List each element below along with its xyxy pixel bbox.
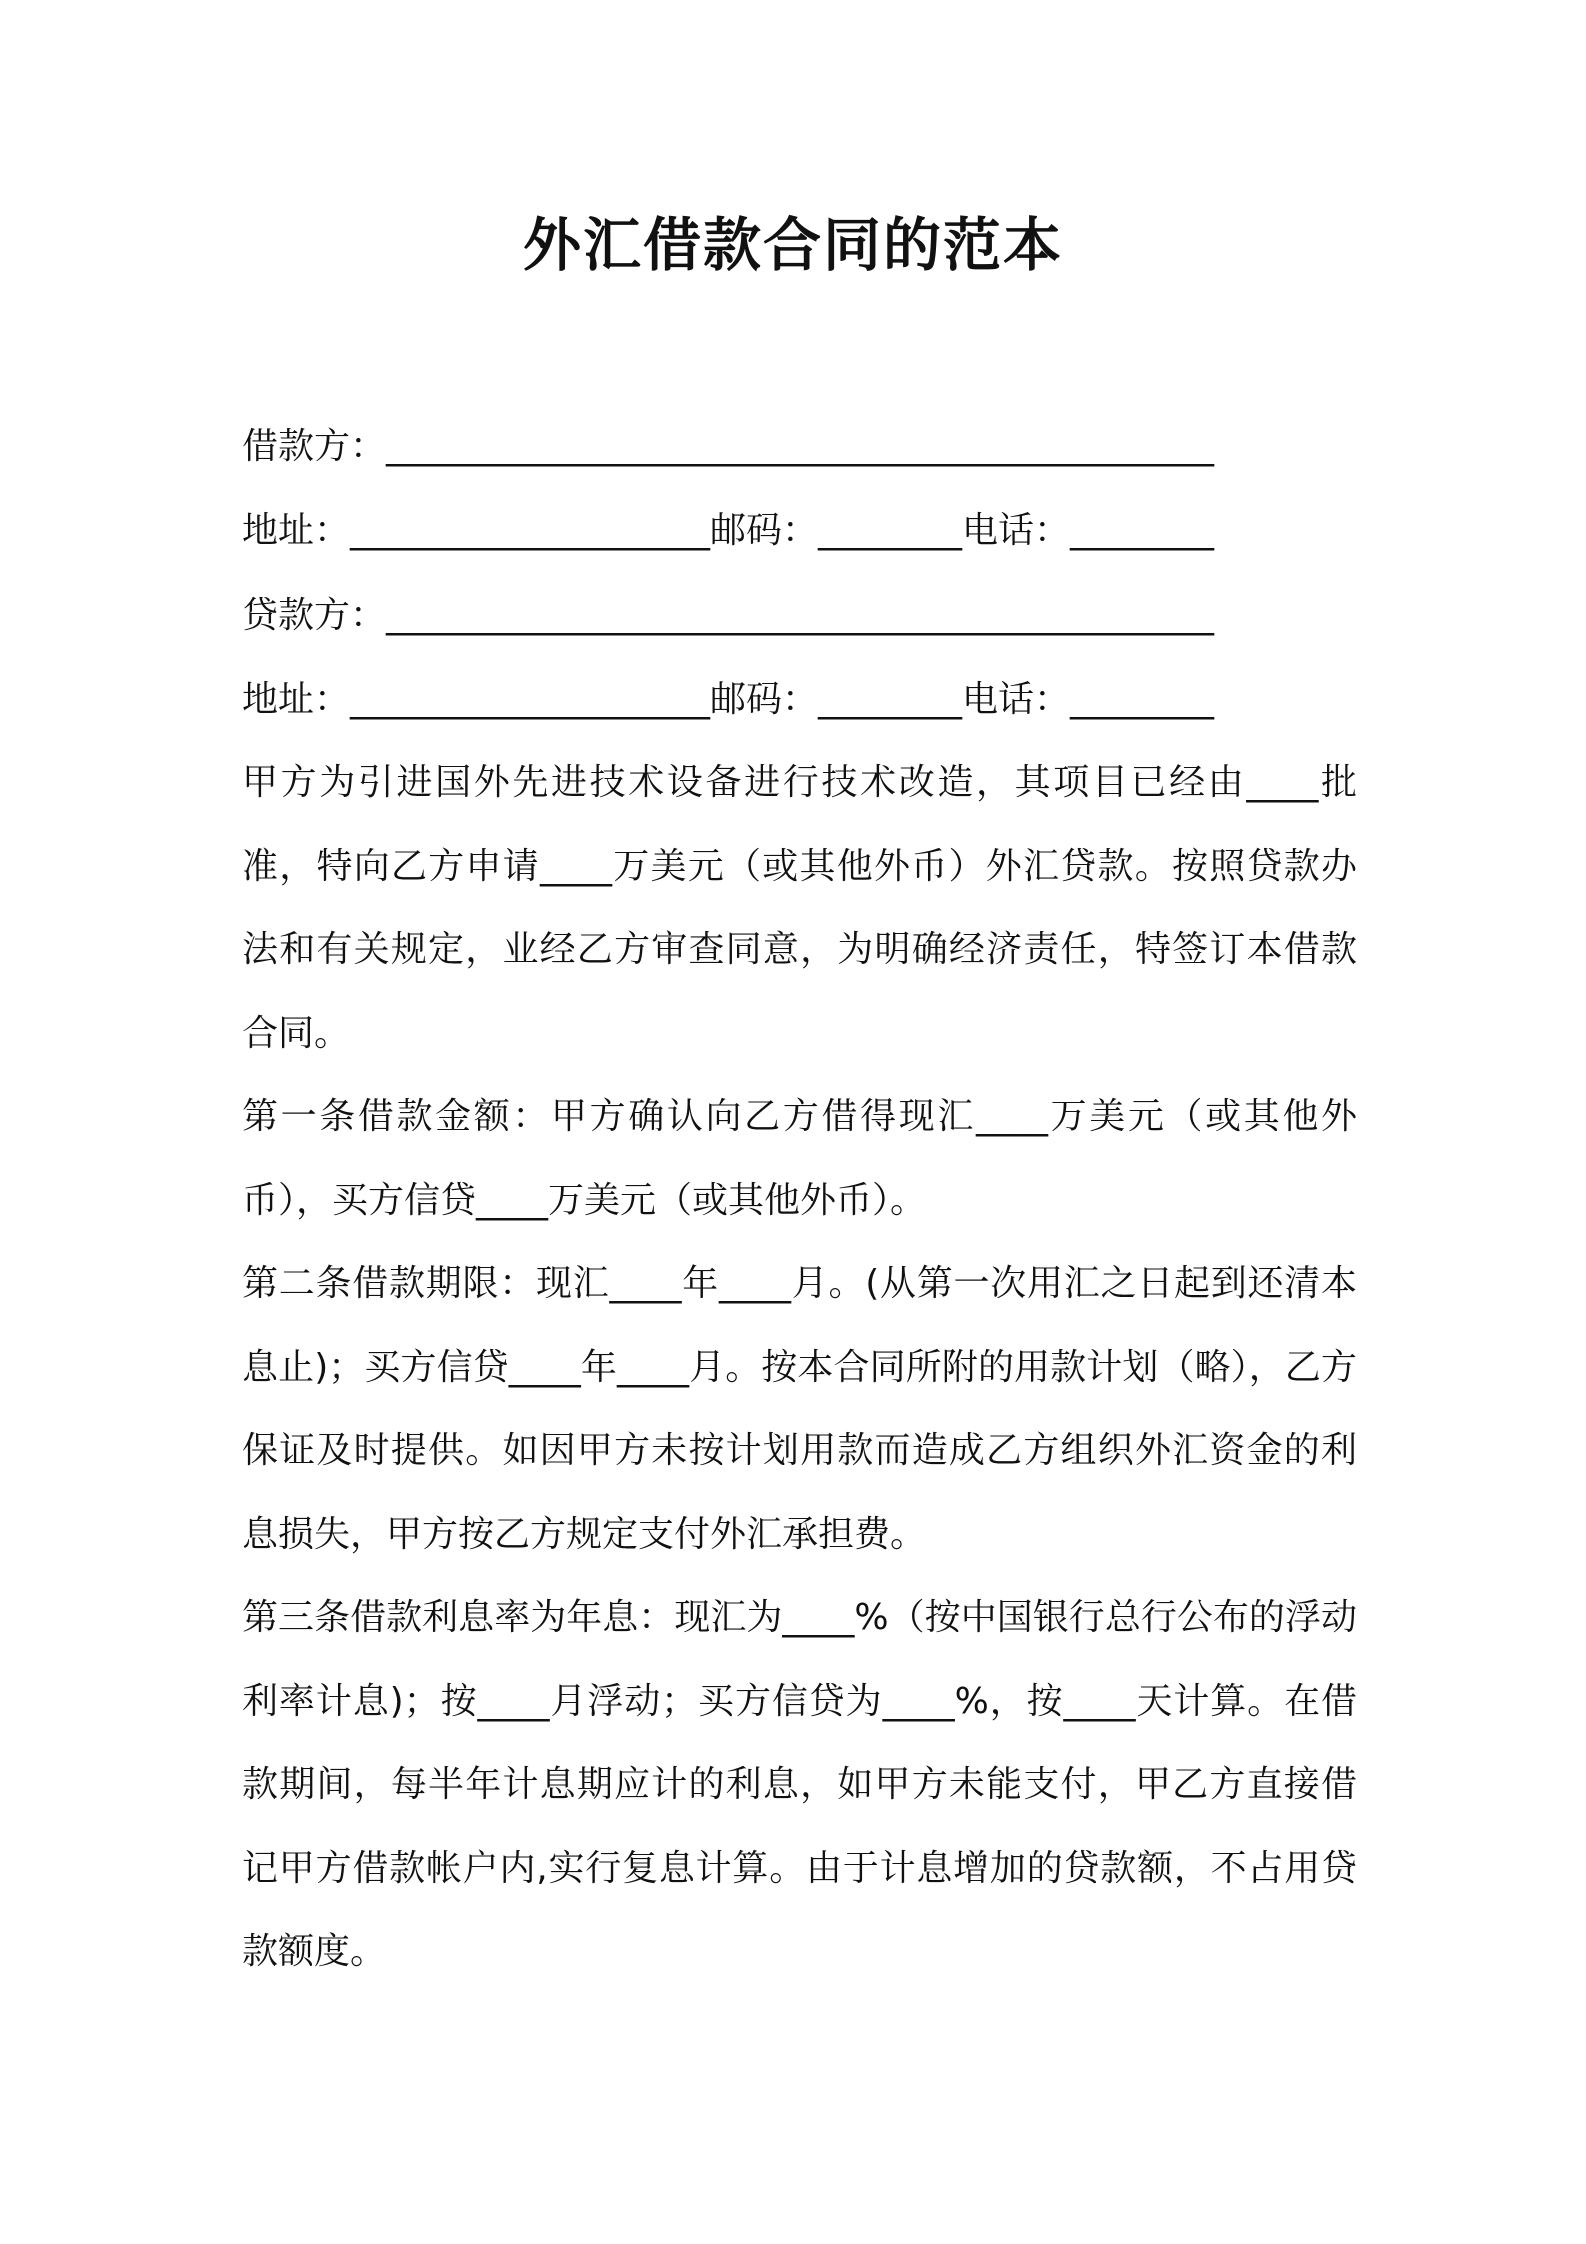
article-2-paragraph: 第二条借款期限：现汇____年____月。(从第一次用汇之日起到还清本息止)；买方信贷____年____月。按本合同所附的用款计划（略），乙方保证及时提供。如因甲方未按计划用款而造成乙方组织外汇资金的利息损失，甲方按乙方规定支付外汇承担费。 [242,1263,1357,1555]
preamble-paragraph: 甲方为引进国外先进技术设备进行技术改造，其项目已经由____批准，特向乙方申请____万美元（或其他外币）外汇贷款。按照贷款办法和有关规定，业经乙方审查同意，为明确经济责任，特签订本借款合同。 [242,762,1357,1054]
borrower-field: 借款方：______________________________________________ [242,426,1215,467]
borrower-address-field: 地址：____________________邮码：________电话：________ [242,509,1215,551]
lender-field: 贷款方：______________________________________________ [242,595,1215,636]
article-1-paragraph: 第一条借款金额：甲方确认向乙方借得现汇____万美元（或其他外币），买方信贷____万美元（或其他外币）。 [242,1096,1357,1221]
document-body [242,405,1362,1994]
document-title: 外汇借款合同的范本 [522,211,1063,279]
article-3-paragraph: 第三条借款利息率为年息：现汇为____%（按中国银行总行公布的浮动利率计息)；按____月浮动；买方信贷为____%，按____天计算。在借款期间，每半年计息期应计的利息，如甲方未能支付，甲乙方直接借记甲方借款帐户内,实行复息计算。由于计息增加的贷款额，不占用贷款额度。 [242,1597,1357,1972]
lender-address-field: 地址：____________________邮码：________电话：________ [242,678,1215,720]
